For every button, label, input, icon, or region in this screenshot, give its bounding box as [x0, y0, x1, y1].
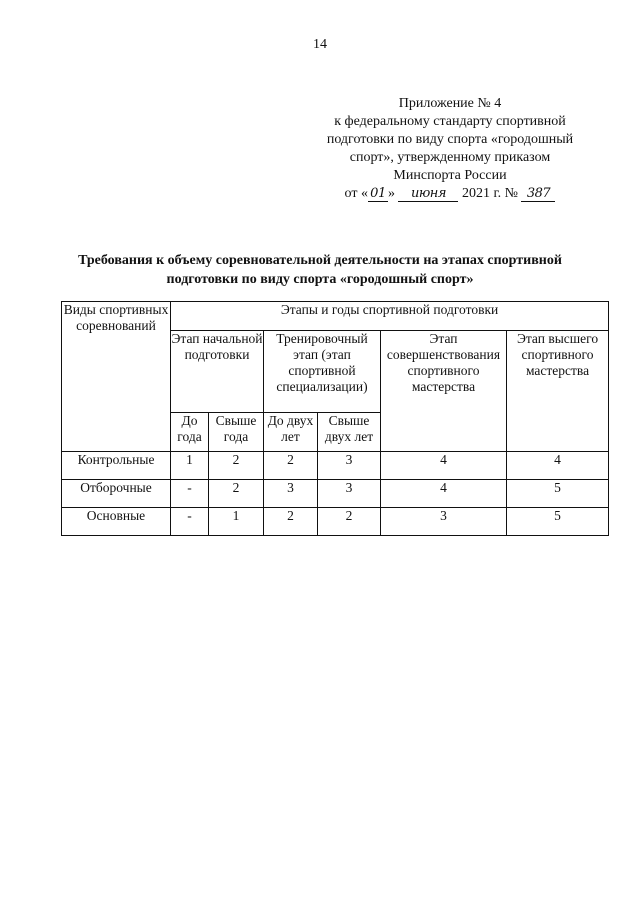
- table-cell: 1: [171, 452, 209, 480]
- table-cell: 2: [264, 452, 318, 480]
- header-stage-training: Тренировочный этап (этап спортивной специализации): [264, 331, 381, 413]
- date-prefix: от «: [344, 186, 368, 201]
- handwritten-number: 387: [521, 187, 555, 202]
- subheader-training-over-two: Свыше двух лет: [318, 413, 381, 452]
- appendix-line: подготовки по виду спорта «городошный: [326, 132, 574, 147]
- table-cell: 3: [264, 480, 318, 508]
- date-mid: »: [387, 186, 395, 201]
- table-cell: 5: [507, 480, 609, 508]
- header-stage-initial: Этап начальной подготовки: [171, 331, 264, 413]
- row-label: Контрольные: [62, 452, 171, 480]
- header-stage-improvement: Этап совершенствования спортивного мастерства: [381, 331, 507, 452]
- table-cell: 3: [318, 452, 381, 480]
- table-cell: 2: [318, 508, 381, 536]
- table-cell: 5: [507, 508, 609, 536]
- table-cell: 4: [381, 452, 507, 480]
- header-competition-kinds: Виды спортивных соревнований: [62, 302, 171, 452]
- table-cell: 1: [209, 508, 264, 536]
- table-cell: 3: [381, 508, 507, 536]
- appendix-line: Минспорта России: [393, 168, 507, 183]
- subheader-initial-over-year: Свыше года: [209, 413, 264, 452]
- subheader-training-up-to-two: До двух лет: [264, 413, 318, 452]
- table-cell: 2: [209, 480, 264, 508]
- table-cell: -: [171, 480, 209, 508]
- requirements-table: [61, 301, 609, 536]
- handwritten-day: 01: [368, 187, 388, 202]
- appendix-line: спорт», утвержденному приказом: [349, 150, 551, 165]
- appendix-title: Приложение № 4: [398, 96, 502, 111]
- table-cell: -: [171, 508, 209, 536]
- row-label: Отборочные: [62, 480, 171, 508]
- header-stages-years: Этапы и годы спортивной подготовки: [171, 302, 609, 331]
- table-cell: 4: [507, 452, 609, 480]
- table-row: [62, 452, 609, 480]
- handwritten-month: июня: [398, 187, 458, 202]
- appendix-date-line: [305, 185, 595, 203]
- document-title: [40, 251, 600, 289]
- row-label: Основные: [62, 508, 171, 536]
- appendix-line: к федеральному стандарту спортивной: [334, 114, 566, 129]
- table-row: [62, 480, 609, 508]
- subheader-initial-up-to-year: До года: [171, 413, 209, 452]
- header-stage-highest: Этап высшего спортивного мастерства: [507, 331, 609, 452]
- year-text: 2021 г. №: [461, 186, 518, 201]
- title-line-2: подготовки по виду спорта «городошный спорт»: [166, 272, 474, 287]
- table-row: [62, 508, 609, 536]
- table-cell: 2: [209, 452, 264, 480]
- title-line-1: Требования к объему соревновательной деятельности на этапах спортивной: [78, 253, 562, 268]
- appendix-block: [305, 95, 595, 203]
- table-cell: 3: [318, 480, 381, 508]
- page-number: 14: [313, 37, 327, 52]
- table-cell: 2: [264, 508, 318, 536]
- table-cell: 4: [381, 480, 507, 508]
